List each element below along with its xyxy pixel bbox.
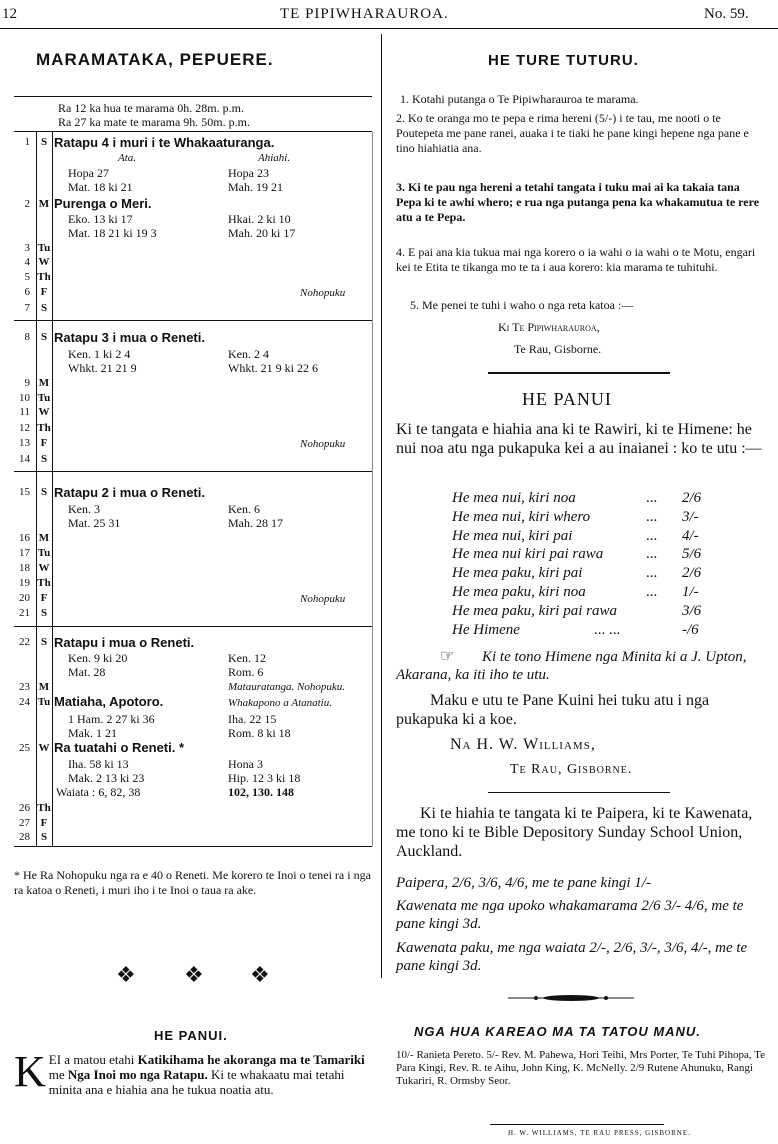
panui-signed-place: Te Rau, Gisborne. <box>510 762 633 777</box>
feast-title: Purenga o Meri. <box>54 196 152 211</box>
calendar-top-rule <box>14 96 372 97</box>
moon-phase-1: Ra 12 ka hua te marama 0h. 28m. p.m. <box>58 101 244 115</box>
reading-evening-2: Rom. 6 <box>228 665 264 679</box>
fast-note: Nohopuku <box>300 438 346 450</box>
panui-2-text: Ki te whakaatu mai tetahi minita ana e hiahia ana he tukua noatia atu. <box>48 1067 345 1097</box>
reading-morning-4: Mat. 18 21 ki 19 3 <box>68 226 157 240</box>
panui-2-text: EI a matou etahi <box>48 1052 138 1067</box>
calendar-day-number: 20 <box>19 592 30 604</box>
calendar-day-number: 13 <box>19 437 30 449</box>
calendar-day-number: 6 <box>24 286 30 298</box>
price-item-dots: ... <box>646 584 658 600</box>
panui-intro: Ki te tangata e hiahia ana ki te Rawiri, ki te Himene: he nui noa atu nga pukapuka kei a au inaianei : ko te utu :— <box>396 421 762 457</box>
ture-item-4: 4. E pai ana kia tukua mai nga korero o ia wahi o ia wahi o te Motu, engari kei te Etita te tikanga mo te ta i aua korero: kia marama te tuhituhi. <box>396 245 756 274</box>
reading-morning-1: Hopa 27 <box>68 166 109 180</box>
section-rule <box>488 792 670 793</box>
calendar-day-number: 14 <box>19 453 30 465</box>
calendar-day-number: 22 <box>19 636 30 648</box>
price-item-value: 2/6 <box>682 565 702 581</box>
calendar-day-number: 11 <box>19 406 30 418</box>
ornament-icon: ❖ <box>184 962 204 987</box>
price-item-name: He mea nui, kiri whero <box>452 509 591 525</box>
reading-evening-4: Rom. 8 ki 18 <box>228 726 291 740</box>
ahiahi-label: Ahiahi. <box>258 152 291 164</box>
weekday-mark: S <box>40 302 48 314</box>
calendar-day-number: 26 <box>19 802 30 814</box>
weekday-mark: Th <box>37 577 51 589</box>
ture-item-2: 2. Ko te oranga mo te pepa e rima hereni (5/-) i te tau, me nooti o te Poutepeta me pane ranei, auaka i te tiaki he pane kingi hepene nga pane e tino hiahiatia ana. <box>396 111 749 155</box>
calendar-day-number: 10 <box>19 392 30 404</box>
hua-list: 10/- Ranieta Pereto. 5/- Rev. M. Pahewa, Hori Teihi, Mrs Porter, Te Tuhi Pihopa, Te Para Kingi, Rev. R. te Aihu, John King, K. McNelly. 2/9 Rutene Ahunuku, Rangi Tukariri, R. Ormsby Seor. <box>396 1049 765 1087</box>
sunday-mark: S <box>40 136 48 148</box>
weekday-mark: W <box>38 406 50 418</box>
ture-address-1: Ki Te Pipiwharauroa, <box>498 320 600 334</box>
fast-note: Nohopuku <box>300 593 346 605</box>
reading-morning-2: Mat. 18 ki 21 <box>68 180 133 194</box>
weekday-mark: Tu <box>37 242 51 254</box>
paipera-line-1: Paipera, 2/6, 3/6, 4/6, me te pane kingi 1/- <box>396 875 651 891</box>
panui-2-title: HE PANUI. <box>154 1028 228 1043</box>
reading-evening-1: Ken. 12 <box>228 651 266 665</box>
ture-item-3: 3. Ki te pau nga hereni a tetahi tangata i tuku mai ai ka takaia tana Pepa ki te awhi whero; e rua nga putanga pena ka whakamutua te rere atu a te Pepa. <box>396 180 760 224</box>
calendar-title: MARAMATAKA, PEPUERE. <box>36 50 274 69</box>
price-item-value: 3/6 <box>682 603 702 619</box>
weekday-mark: Tu <box>37 696 51 708</box>
sunday-title: Ratapu 4 i muri i te Whakaaturanga. <box>54 135 275 150</box>
reading-evening-4: Mah. 20 ki 17 <box>228 226 296 240</box>
panui-2-text: me <box>48 1067 68 1082</box>
reading-morning-3: Eko. 13 ki 17 <box>68 212 133 226</box>
sunday-title: Ratapu i mua o Reneti. <box>54 635 195 650</box>
column-divider <box>381 34 382 978</box>
price-item-name: He mea nui, kiri noa <box>452 490 576 506</box>
weekday-mark: S <box>40 831 48 843</box>
sunday-mark: S <box>40 636 48 648</box>
printer-imprint: H. W. WILLIAMS, TE RAU PRESS, GISBORNE. <box>508 1129 691 1137</box>
ata-label: Ata. <box>118 152 137 164</box>
calendar-day-number: 23 <box>19 681 30 693</box>
reading-morning-4: Mak. 1 21 <box>68 726 117 740</box>
ture-address-2: Te Rau, Gisborne. <box>514 342 602 356</box>
section-rule <box>488 372 670 374</box>
calendar-mark-line <box>52 132 53 846</box>
price-item-value: 1/- <box>682 584 699 600</box>
calendar-day-number: 15 <box>19 486 30 498</box>
price-item-dots: ... <box>646 546 658 562</box>
weekday-mark: Th <box>37 422 51 434</box>
price-item-name: He mea nui kiri pai rawa <box>452 546 604 562</box>
calendar-right-line <box>372 132 373 846</box>
reading-evening-2: Mah. 28 17 <box>228 516 283 530</box>
price-item-dots: ... ... <box>594 622 621 638</box>
reading-evening-1: Hopa 23 <box>228 166 269 180</box>
price-item-name: He mea nui, kiri pai <box>452 528 573 544</box>
reading-evening-2: Mah. 19 21 <box>228 180 283 194</box>
panui-2-book-2: Nga Inoi mo nga Ratapu. <box>67 1067 208 1082</box>
paipera-line-3: Kawenata paku, me nga waiata 2/-, 2/6, 3/-, 3/6, 4/-, me te pane kingi 3d. <box>396 940 748 974</box>
weekday-mark: W <box>38 256 50 268</box>
feast-title: Ra tuatahi o Reneti. * <box>54 740 185 755</box>
price-item-dots: ... <box>646 509 658 525</box>
hua-title: NGA HUA KAREAO MA TA TATOU MANU. <box>414 1024 701 1039</box>
calendar-day-number: 2 <box>24 198 30 210</box>
weekday-mark: W <box>38 742 50 754</box>
sunday-mark: S <box>40 486 48 498</box>
paipera-line-2: Kawenata me nga upoko whakamarama 2/6 3/- 4/6, me te pane kingi 3d. <box>396 898 744 932</box>
weekday-mark: F <box>40 817 48 829</box>
reading-evening-1: Ken. 6 <box>228 502 260 516</box>
weekday-mark: F <box>40 592 48 604</box>
reading-evening-3: Iha. 22 15 <box>228 712 277 726</box>
calendar-day-number: 9 <box>24 377 30 389</box>
calendar-day-number: 7 <box>24 302 30 314</box>
issue-number: No. 59. <box>704 6 749 22</box>
price-item-value: 2/6 <box>682 490 702 506</box>
weekday-mark: F <box>40 286 48 298</box>
reading-evening-6: Hip. 12 3 ki 18 <box>228 771 301 785</box>
ture-item-5: 5. Me penei te tuhi i waho o nga reta katoa :— <box>410 298 634 312</box>
price-item-value: 3/- <box>682 509 699 525</box>
weekday-mark: F <box>40 437 48 449</box>
price-item-name: He mea paku, kiri pai <box>452 565 583 581</box>
calendar-day-number: 16 <box>19 532 30 544</box>
fast-note: Nohopuku <box>300 287 346 299</box>
sunday-title: Ratapu 2 i mua o Reneti. <box>54 485 205 500</box>
reading-morning-1: Ken. 9 ki 20 <box>68 651 128 665</box>
panui-tono: Ki te tono Himene nga Minita ki a J. Upton, Akarana, ka iti iho te utu. <box>396 649 747 683</box>
imprint-rule <box>490 1124 664 1125</box>
reading-morning-2: Mat. 28 <box>68 665 106 679</box>
pointing-hand-icon: ☞ <box>440 648 455 665</box>
calendar-day-number: 19 <box>19 577 30 589</box>
reading-morning-3: 1 Ham. 2 27 ki 36 <box>68 712 155 726</box>
hymns-evening: 102, 130. 148 <box>228 785 294 799</box>
paipera-intro: Ki te hiahia te tangata ki te Paipera, ki te Kawenata, me tono ki te Bible Depository Sunday School Union, Auckland. <box>396 805 753 860</box>
calendar-rule <box>14 131 372 132</box>
panui-maku: Maku e utu te Pane Kuini hei tuku atu i nga pukapuka ki a koe. <box>396 692 710 728</box>
feast-note: Whakapono a Atanatiu. <box>228 697 332 709</box>
calendar-day-number: 8 <box>24 331 30 343</box>
sunday-title: Ratapu 3 i mua o Reneti. <box>54 330 205 345</box>
calendar-day-number: 27 <box>19 817 30 829</box>
reading-morning-5: Iha. 58 ki 13 <box>68 757 129 771</box>
running-title: TE PIPIWHARAUROA. <box>280 6 449 22</box>
feast-note: Matauratanga. Nohopuku. <box>228 681 346 693</box>
week-rule <box>14 471 372 472</box>
ornament-icon: ❖ <box>116 962 136 987</box>
calendar-day-number: 21 <box>19 607 30 619</box>
weekday-mark: M <box>38 198 50 210</box>
price-item-name: He Himene <box>452 622 520 638</box>
calendar-day-number: 17 <box>19 547 30 559</box>
price-item-name: He mea paku, kiri pai rawa <box>452 603 617 619</box>
reading-morning-2: Whkt. 21 21 9 <box>68 361 137 375</box>
reading-evening-3: Hkai. 2 ki 10 <box>228 212 291 226</box>
calendar-day-number: 4 <box>24 256 30 268</box>
flourish-icon <box>506 990 636 1006</box>
weekday-mark: Th <box>37 802 51 814</box>
calendar-day-number: 3 <box>24 242 30 254</box>
calendar-bottom-rule <box>14 846 372 847</box>
panui-title: HE PANUI <box>522 389 612 409</box>
weekday-mark: M <box>38 377 50 389</box>
moon-phase-2: Ra 27 ka mate te marama 9h. 50m. p.m. <box>58 115 250 129</box>
calendar-day-number: 18 <box>19 562 30 574</box>
price-item-value: 5/6 <box>682 546 702 562</box>
calendar-day-number: 1 <box>24 136 30 148</box>
dropcap: K <box>14 1047 46 1096</box>
price-item-value: -/6 <box>682 622 699 638</box>
ture-title: HE TURE TUTURU. <box>488 52 639 69</box>
week-rule <box>14 320 372 321</box>
weekday-mark: M <box>38 681 50 693</box>
ornament-icon: ❖ <box>250 962 270 987</box>
header-rule <box>0 28 778 29</box>
week-rule <box>14 626 372 627</box>
price-item-dots: ... <box>646 490 658 506</box>
reading-evening-1: Ken. 2 4 <box>228 347 269 361</box>
reading-morning-1: Ken. 1 ki 2 4 <box>68 347 131 361</box>
weekday-mark: Tu <box>37 547 51 559</box>
reading-morning-1: Ken. 3 <box>68 502 100 516</box>
calendar-day-number: 25 <box>19 742 30 754</box>
page-number: 12 <box>2 6 17 22</box>
reading-morning-2: Mat. 25 31 <box>68 516 121 530</box>
calendar-footnote: * He Ra Nohopuku nga ra e 40 o Reneti. Me korero te Inoi o tenei ra i nga ra katoa o Reneti, i muri iho i te Inoi o taua ra ake. <box>14 868 371 897</box>
price-item-value: 4/- <box>682 528 699 544</box>
hymns-morning: Waiata : 6, 82, 38 <box>56 785 141 799</box>
feast-title: Matiaha, Apotoro. <box>54 694 164 709</box>
reading-evening-5: Hona 3 <box>228 757 263 771</box>
weekday-mark: Tu <box>37 392 51 404</box>
ture-item-1: 1. Kotahi putanga o Te Pipiwharauroa te marama. <box>400 92 639 106</box>
calendar-day-number: 24 <box>19 696 30 708</box>
calendar-day-number: 28 <box>19 831 30 843</box>
calendar-day-number: 12 <box>19 422 30 434</box>
panui-2-book-1: Katikihama he akoranga ma te Tamariki <box>137 1052 365 1067</box>
weekday-mark: Th <box>37 271 51 283</box>
panui-signed-name: Na H. W. Williams, <box>450 736 596 753</box>
weekday-mark: S <box>40 453 48 465</box>
price-item-dots: ... <box>646 565 658 581</box>
calendar-day-number: 5 <box>24 271 30 283</box>
weekday-mark: M <box>38 532 50 544</box>
price-item-dots: ... <box>646 528 658 544</box>
price-item-name: He mea paku, kiri noa <box>452 584 586 600</box>
reading-morning-6: Mak. 2 13 ki 23 <box>68 771 145 785</box>
panui-2-body <box>14 1047 376 1097</box>
reading-evening-2: Whkt. 21 9 ki 22 6 <box>228 361 318 375</box>
sunday-mark: S <box>40 331 48 343</box>
weekday-mark: S <box>40 607 48 619</box>
weekday-mark: W <box>38 562 50 574</box>
